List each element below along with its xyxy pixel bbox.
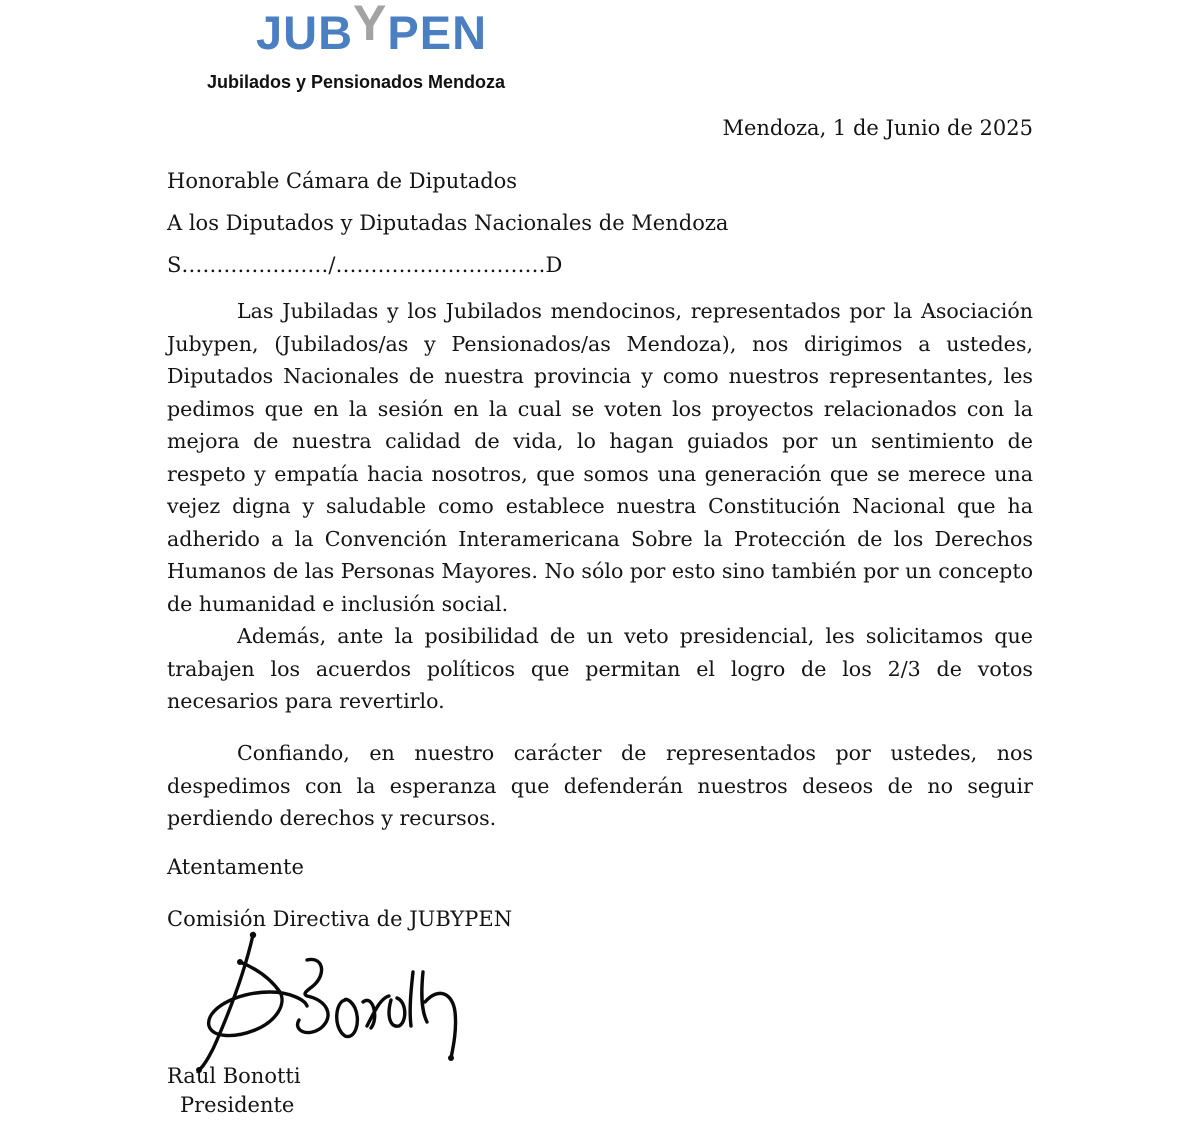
handwritten-signature xyxy=(195,930,475,1080)
signer-name: Raúl Bonotti xyxy=(167,1064,301,1088)
logo-part-pen: PEN xyxy=(387,6,488,59)
body-paragraph-3: Confiando, en nuestro carácter de representados por ustedes, nos despedimos con la esperanza que defenderán nuestros deseos de no seguir perdiendo derechos y recursos. xyxy=(167,741,1033,830)
body-paragraph-2: Además, ante la posibilidad de un veto presidencial, les solicitamos que trabajen los acuerdos políticos que permitan el logro de los 2/3 de votos necesarios para revertirlo. xyxy=(167,624,1033,713)
closing-salutation: Atentamente xyxy=(167,855,304,879)
logo-part-y: Y xyxy=(353,0,388,51)
signer-role: Presidente xyxy=(180,1093,295,1117)
logo xyxy=(256,0,488,59)
logo-part-jub: JUB xyxy=(256,6,354,59)
letterhead-subtitle: Jubilados y Pensionados Mendoza xyxy=(207,72,506,92)
addressee-line-2: A los Diputados y Diputadas Nacionales de Mendoza xyxy=(167,211,729,235)
date-line: Mendoza, 1 de Junio de 2025 xyxy=(722,116,1033,140)
sd-line: S…………………/…………………………D xyxy=(167,253,563,277)
closing-organization: Comisión Directiva de JUBYPEN xyxy=(167,907,513,931)
body-paragraph-1: Las Jubiladas y los Jubilados mendocinos, representados por la Asociación Jubypen, (Jubilados/as y Pensionados/as Mendoza), nos dirigimos a ustedes, Diputados Nacionales de nuestra provincia y como nuestros representantes, les pedimos que en la sesión en la cual se voten los proyectos relacionados con la mejora de nuestra calidad de vida, lo hagan guiados por un sentimiento de respeto y empatía hacia nosotros, que somos una generación que se merece una vejez digna y saludable como establece nuestra Constitución Nacional que ha adherido a la Convención Interamericana Sobre la Protección de los Derechos Humanos de las Personas Mayores. No sólo por esto sino también por un concepto de humanidad e inclusión social. xyxy=(167,299,1033,616)
addressee-line-1: Honorable Cámara de Diputados xyxy=(167,169,518,193)
